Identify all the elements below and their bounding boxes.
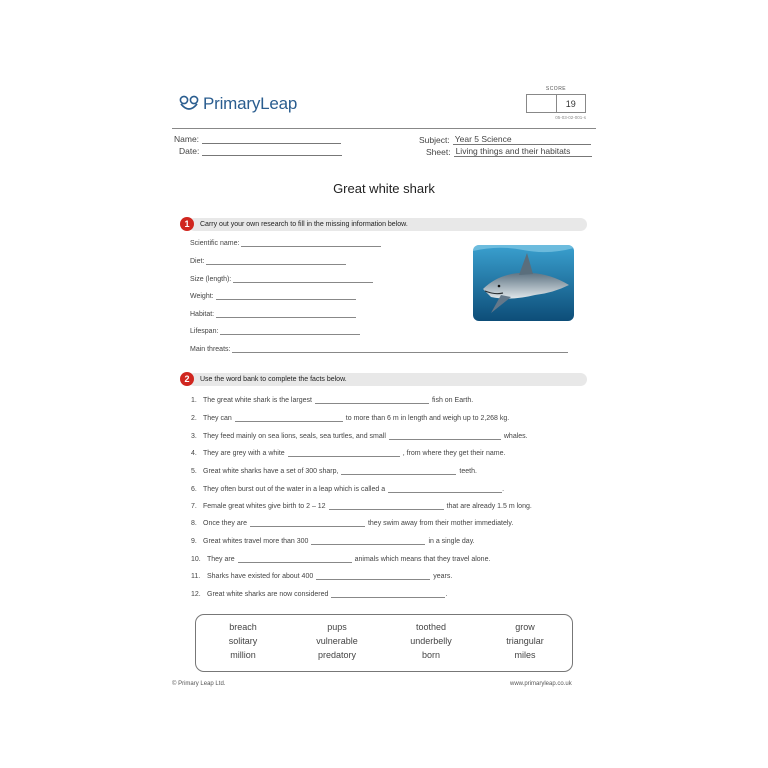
sentence-text-after: in a single day. xyxy=(428,538,475,545)
answer-line[interactable] xyxy=(241,240,381,247)
score-total: 19 xyxy=(556,95,586,112)
word-bank-word: miles xyxy=(514,650,536,660)
sentence-text-after: they swim away from their mother immediately. xyxy=(367,520,514,527)
section-2-bar xyxy=(188,373,587,386)
answer-blank[interactable] xyxy=(316,573,430,580)
section-1-number: 1 xyxy=(180,217,194,231)
section-2-instruction: Use the word bank to complete the facts below. xyxy=(200,376,347,383)
research-field-habitat[interactable] xyxy=(190,311,356,318)
answer-line[interactable] xyxy=(216,311,356,318)
field-label: Habitat: xyxy=(190,311,215,318)
subject-label: Subject: xyxy=(419,135,450,145)
answer-blank[interactable] xyxy=(315,397,429,404)
answer-line[interactable] xyxy=(233,276,373,283)
field-label: Lifespan: xyxy=(190,328,219,335)
sentence-text-before: Great whites travel more than 300 xyxy=(203,538,309,545)
word-bank-word: breach xyxy=(229,622,257,632)
sentence-text-after: whales. xyxy=(503,433,528,440)
sentence-text-before: They are xyxy=(207,556,235,563)
answer-blank[interactable] xyxy=(329,503,444,510)
answer-blank[interactable] xyxy=(389,433,501,440)
shark-illustration xyxy=(473,245,574,321)
field-label: Main threats: xyxy=(190,346,231,353)
answer-blank[interactable] xyxy=(388,486,505,493)
sentence-text-before: They are grey with a white xyxy=(203,450,285,457)
sentence-text-after: . xyxy=(502,486,505,493)
subject-value: Year 5 Science xyxy=(453,134,591,145)
fact-sentence-6[interactable] xyxy=(191,486,504,493)
research-field-main-threats[interactable] xyxy=(190,346,568,353)
fact-sentence-8[interactable] xyxy=(191,520,513,527)
fact-sentence-2[interactable] xyxy=(191,415,509,422)
field-label: Size (length): xyxy=(190,276,232,283)
sentence-number: 8. xyxy=(191,520,197,527)
research-field-size[interactable] xyxy=(190,276,373,283)
answer-blank[interactable] xyxy=(235,415,343,422)
section-1-bar xyxy=(188,218,587,231)
word-bank-word: triangular xyxy=(506,636,544,646)
field-label: Diet: xyxy=(190,258,205,265)
shark-photo xyxy=(473,245,574,321)
word-bank-word: predatory xyxy=(317,650,357,660)
word-bank-word: born xyxy=(421,650,440,660)
score-label: SCORE xyxy=(545,86,567,92)
word-bank xyxy=(195,614,573,672)
name-field[interactable] xyxy=(174,134,341,144)
fact-sentence-7[interactable] xyxy=(191,503,532,510)
fact-sentence-5[interactable] xyxy=(191,468,477,475)
sentence-text-before: Female great whites give birth to 2 – 12 xyxy=(203,503,326,510)
word-bank-word: pups xyxy=(327,622,347,632)
answer-line[interactable] xyxy=(220,328,360,335)
sheet-label: Sheet: xyxy=(426,147,451,157)
fact-sentence-3[interactable] xyxy=(191,433,528,440)
sentence-number: 3. xyxy=(191,433,197,440)
header-divider xyxy=(172,128,596,129)
section-1-instruction: Carry out your own research to fill in the missing information below. xyxy=(200,221,408,228)
subject-field xyxy=(419,134,591,145)
fact-sentence-11[interactable] xyxy=(191,573,452,580)
sentence-text-after: , from where they get their name. xyxy=(402,450,506,457)
field-label: Weight: xyxy=(190,293,214,300)
sentence-text-before: Great white sharks have a set of 300 sharp, xyxy=(203,468,339,475)
date-input-line[interactable] xyxy=(202,147,342,156)
worksheet-code: 05-03-02-001-s xyxy=(555,115,586,120)
sentence-number: 11. xyxy=(191,573,201,580)
answer-line[interactable] xyxy=(232,346,568,353)
sentence-number: 10. xyxy=(191,556,201,563)
fact-sentence-9[interactable] xyxy=(191,538,475,545)
answer-line[interactable] xyxy=(206,258,346,265)
fact-sentence-12[interactable] xyxy=(191,591,447,598)
sentence-text-before: They feed mainly on sea lions, seals, sea turtles, and small xyxy=(203,433,386,440)
sentence-text-before: They can xyxy=(203,415,232,422)
sentence-text-after: that are already 1.5 m long. xyxy=(446,503,532,510)
research-field-lifespan[interactable] xyxy=(190,328,360,335)
fact-sentence-4[interactable] xyxy=(191,450,505,457)
sentence-number: 1. xyxy=(191,397,197,404)
sentence-text-before: Great white sharks are now considered xyxy=(207,591,329,598)
sentence-number: 7. xyxy=(191,503,197,510)
answer-blank[interactable] xyxy=(311,538,425,545)
answer-blank[interactable] xyxy=(288,450,400,457)
research-field-weight[interactable] xyxy=(190,293,356,300)
answer-blank[interactable] xyxy=(238,556,352,563)
sheet-field xyxy=(426,146,592,157)
primaryleap-logo xyxy=(179,94,297,114)
research-field-scientific-name[interactable] xyxy=(190,240,381,247)
sentence-text-before: Once they are xyxy=(203,520,247,527)
sentence-number: 4. xyxy=(191,450,197,457)
sentence-text-after: . xyxy=(445,591,448,598)
sentence-number: 6. xyxy=(191,486,197,493)
word-bank-word: grow xyxy=(515,622,535,632)
sheet-value: Living things and their habitats xyxy=(454,146,592,157)
name-input-line[interactable] xyxy=(202,135,341,144)
research-field-diet[interactable] xyxy=(190,258,346,265)
word-bank-word: million xyxy=(230,650,256,660)
page-title: Great white shark xyxy=(333,181,435,196)
section-2-number: 2 xyxy=(180,372,194,386)
fact-sentence-10[interactable] xyxy=(191,556,490,563)
sentence-text-after: to more than 6 m in length and weigh up to 2,268 kg. xyxy=(345,415,510,422)
footer-copyright: © Primary Leap Ltd. xyxy=(172,681,226,687)
date-label: Date: xyxy=(179,146,200,156)
word-bank-word: solitary xyxy=(228,636,258,646)
frog-logo-icon xyxy=(179,95,199,113)
answer-line[interactable] xyxy=(216,293,356,300)
sentence-number: 12. xyxy=(191,591,201,598)
answer-blank[interactable] xyxy=(250,520,365,527)
field-label: Scientific name: xyxy=(190,240,240,247)
fact-sentence-1[interactable] xyxy=(191,397,473,404)
sentence-number: 9. xyxy=(191,538,197,545)
sentence-text-before: They often burst out of the water in a leap which is called a xyxy=(203,486,386,493)
score-box xyxy=(526,86,586,120)
word-bank-word: vulnerable xyxy=(316,636,358,646)
footer-website-link[interactable]: www.primaryleap.co.uk xyxy=(510,681,572,687)
sentence-number: 5. xyxy=(191,468,197,475)
answer-blank[interactable] xyxy=(341,468,456,475)
sentence-text-after: fish on Earth. xyxy=(431,397,474,404)
answer-blank[interactable] xyxy=(331,591,448,598)
score-entry-cell[interactable] xyxy=(527,95,556,112)
logo-text: PrimaryLeap xyxy=(203,94,298,113)
date-field[interactable] xyxy=(179,146,342,156)
sentence-text-after: teeth. xyxy=(459,468,477,475)
sentence-number: 2. xyxy=(191,415,197,422)
word-bank-word: toothed xyxy=(415,622,447,632)
sentence-text-before: Sharks have existed for about 400 xyxy=(207,573,314,580)
sentence-text-after: animals which means that they travel alone. xyxy=(354,556,491,563)
sentence-text-before: The great white shark is the largest xyxy=(203,397,312,404)
sentence-text-after: years. xyxy=(433,573,453,580)
name-label: Name: xyxy=(174,134,200,144)
word-bank-word: underbelly xyxy=(410,636,452,646)
